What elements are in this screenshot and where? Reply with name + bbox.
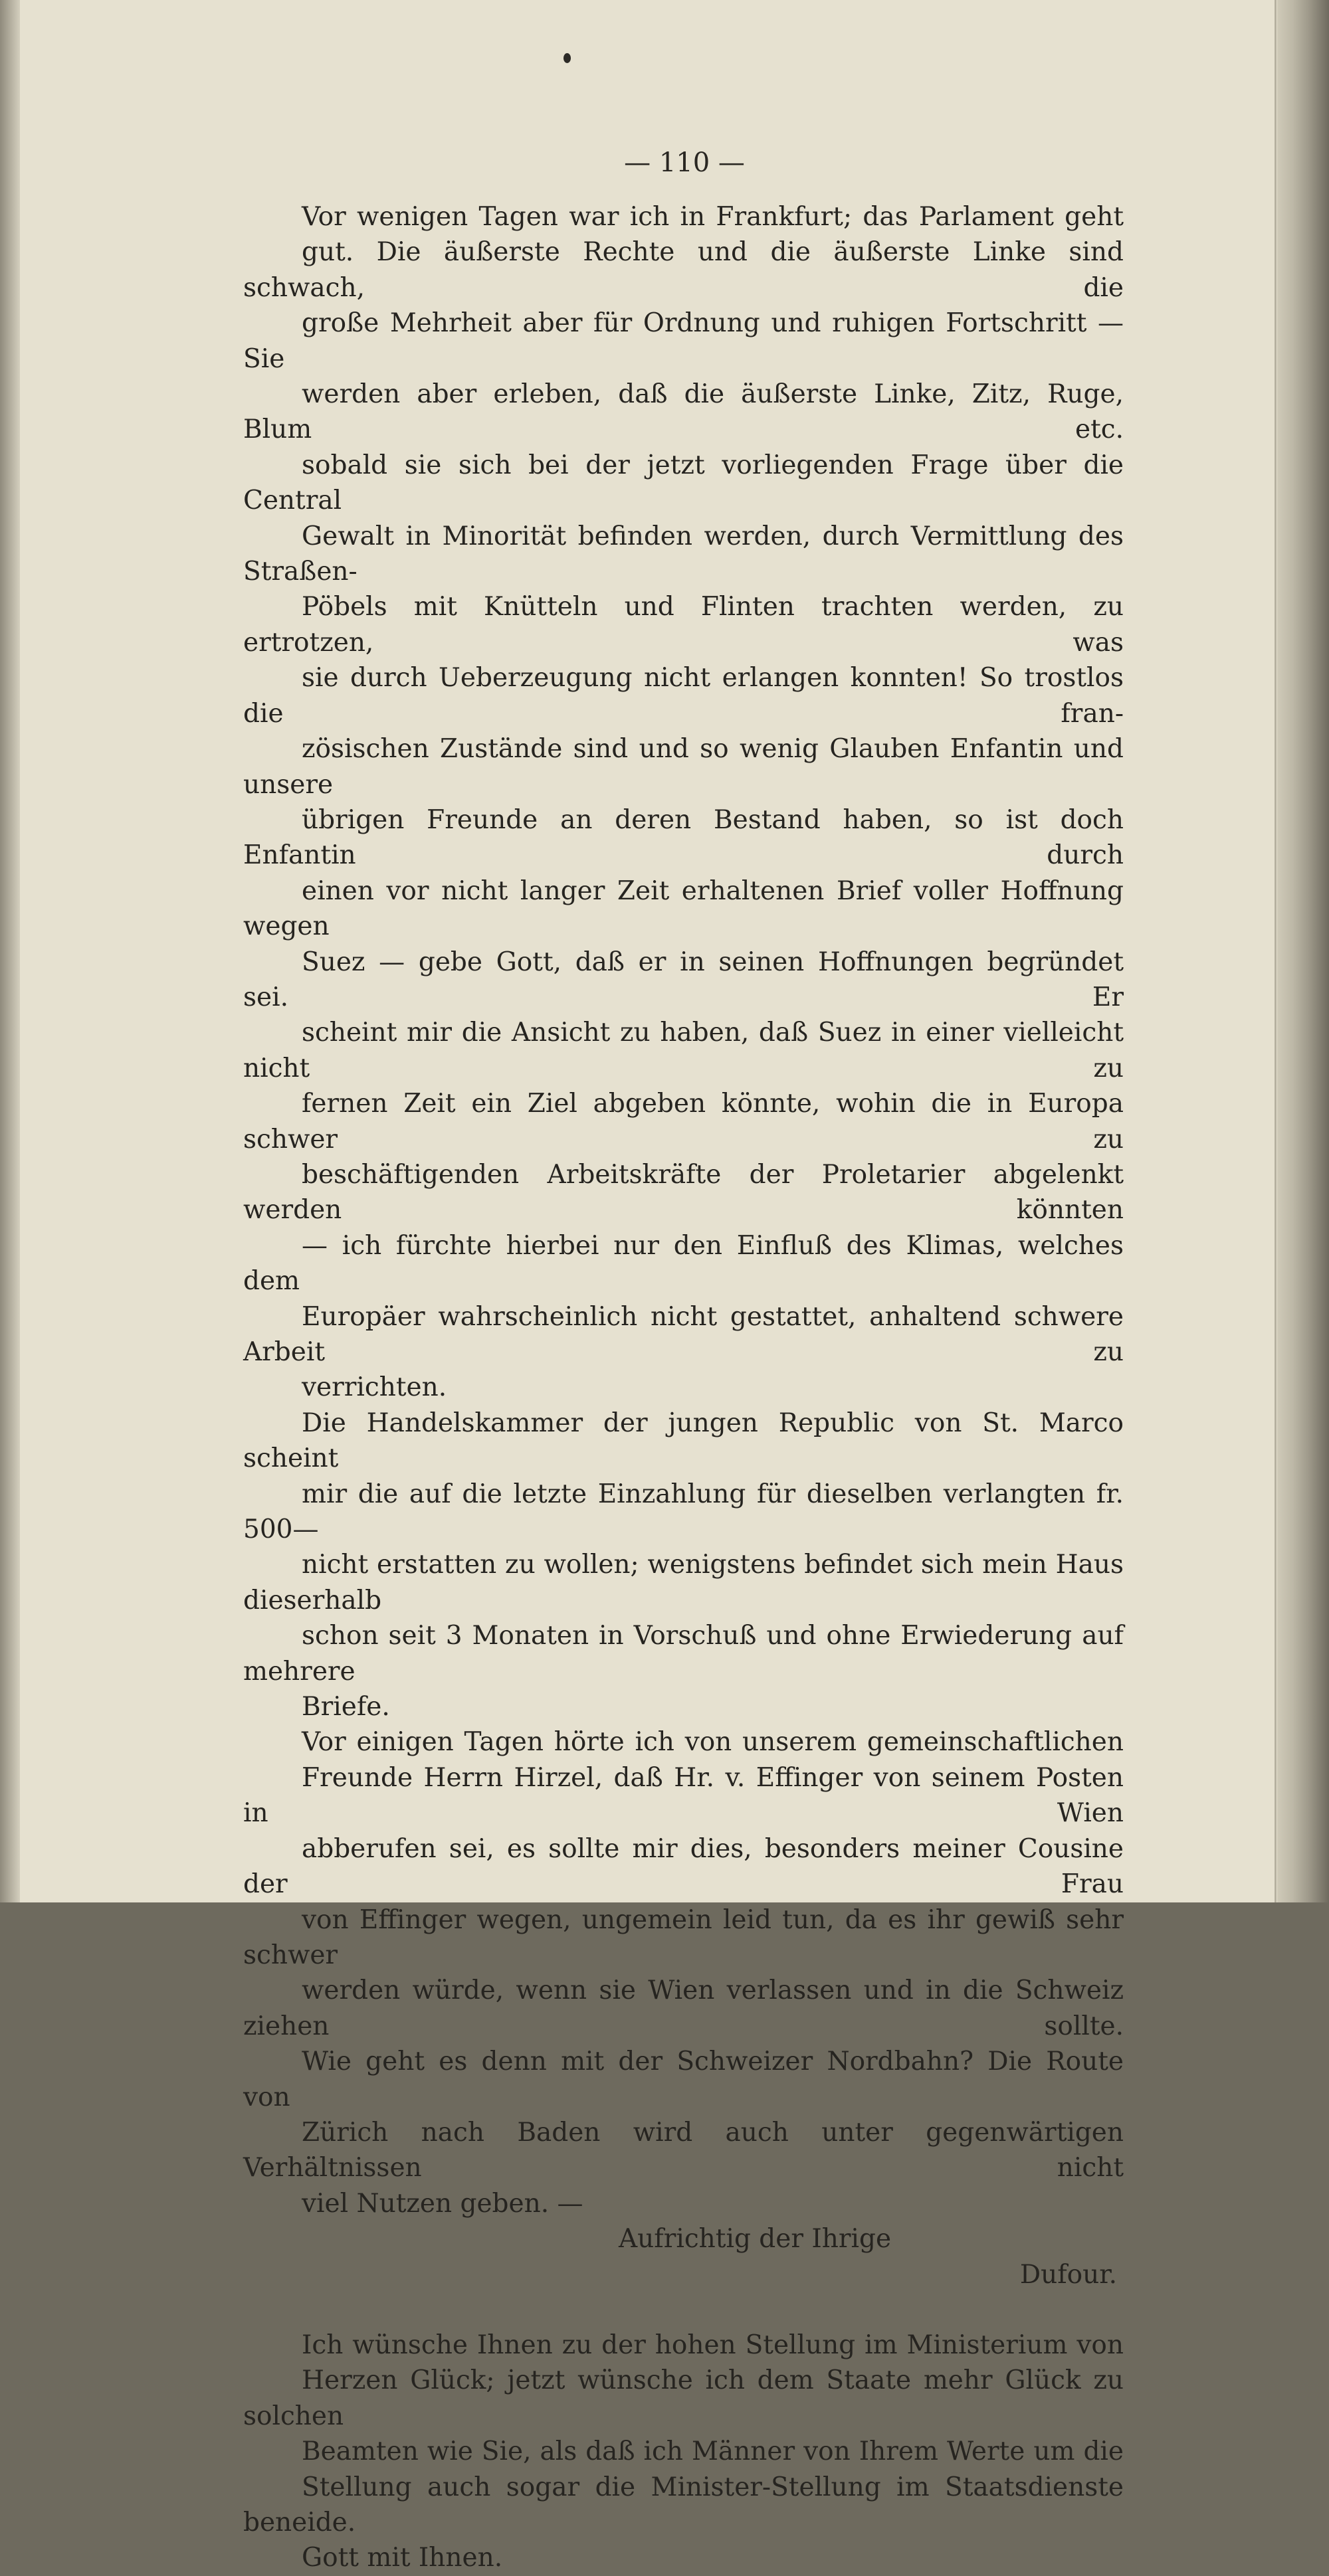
text-line: Freunde Herrn Hirzel, daß Hr. v. Effinger von seinem Posten in Wien <box>243 1762 1124 1829</box>
letter-body <box>243 199 1124 2576</box>
text-line: Briefe. <box>302 1692 390 1722</box>
text-line: Vor einigen Tagen hörte ich von unserem gemeinschaftlichen <box>302 1727 1124 1758</box>
text-line: Gewalt in Minorität befinden werden, durch Vermittlung des Straßen- <box>243 521 1124 587</box>
section-gap <box>243 2292 1124 2328</box>
ink-mark <box>563 53 571 63</box>
text-line: sie durch Ueberzeugung nicht erlangen konnten! So trostlos die fran- <box>243 663 1124 729</box>
text-line: Die Handelskammer der jungen Republic von St. Marco scheint <box>243 1408 1124 1474</box>
text-line: Beamten wie Sie, als daß ich Männer von Ihrem Werte um die <box>302 2437 1124 2467</box>
paragraph-effinger <box>243 1724 1124 2044</box>
text-line: Wie geht es denn mit der Schweizer Nordbahn? Die Route von <box>243 2047 1124 2112</box>
next-page-edge <box>1277 0 1329 1902</box>
page-number: — 110 — <box>624 147 745 178</box>
paragraph-frankfurt <box>243 199 1124 1406</box>
text-line: einen vor nicht langer Zeit erhaltenen Brief voller Hoffnung wegen <box>243 875 1124 942</box>
text-line: fernen Zeit ein Ziel abgeben könnte, wohin die in Europa schwer zu <box>243 1089 1124 1154</box>
text-line: werden aber erleben, daß die äußerste Linke, Zitz, Ruge, Blum etc. <box>243 379 1124 445</box>
text-line: Ich wünsche Ihnen zu der hohen Stellung im Ministerium von <box>302 2330 1124 2360</box>
text-line: viel Nutzen geben. — <box>302 2188 583 2219</box>
paragraph-handelskammer <box>243 1406 1124 1725</box>
page-edge-line <box>1275 0 1277 1902</box>
text-line: Vor wenigen Tagen war ich in Frankfurt; das Parlament geht <box>302 202 1124 232</box>
text-line: Suez — gebe Gott, daß er in seinen Hoffnungen begründet sei. Er <box>243 947 1124 1012</box>
text-line: von Effinger wegen, ungemein leid tun, da es ihr gewiß sehr schwer <box>243 1904 1124 1970</box>
text-line: werden würde, wenn sie Wien verlassen und in die Schweiz ziehen sollte. <box>243 1976 1124 2041</box>
text-line: Zürich nach Baden wird auch unter gegenwärtigen Verhältnissen nicht <box>243 2117 1124 2183</box>
text-line: schon seit 3 Monaten in Vorschuß und ohne Erwiederung auf mehrere <box>243 1621 1124 1687</box>
binding-shadow <box>0 0 20 1902</box>
text-line: nicht erstatten zu wollen; wenigstens befindet sich mein Haus dieserhalb <box>243 1550 1124 1615</box>
text-line: mir die auf die letzte Einzahlung für dieselben verlangten fr. 500— <box>243 1479 1124 1545</box>
text-line: große Mehrheit aber für Ordnung und ruhigen Fortschritt — Sie <box>243 308 1124 374</box>
text-line: abberufen sei, es sollte mir dies, besonders meiner Cousine der Frau <box>243 1833 1124 1900</box>
text-line: gut. Die äußerste Rechte und die äußerste Linke sind schwach, die <box>243 237 1124 303</box>
text-line: zösischen Zustände sind und so wenig Glauben Enfantin und unsere <box>243 734 1124 800</box>
text-line: Pöbels mit Knütteln und Flinten trachten werden, zu ertrotzen, was <box>243 592 1124 658</box>
text-line: — ich fürchte hierbei nur den Einfluß des Klimas, welches dem <box>243 1230 1124 1297</box>
postscript <box>243 2328 1124 2576</box>
closing-line: Aufrichtig der Ihrige <box>619 2224 892 2254</box>
text-line: sobald sie sich bei der jetzt vorliegenden Frage über die Central <box>243 450 1124 516</box>
text-line: Stellung auch sogar die Minister-Stellung im Staatsdienste beneide. <box>243 2472 1124 2537</box>
text-line: Europäer wahrscheinlich nicht gestattet, anhaltend schwere Arbeit zu <box>243 1301 1124 1367</box>
text-line: Herzen Glück; jetzt wünsche ich dem Staate mehr Glück zu solchen <box>243 2365 1124 2431</box>
text-line: scheint mir die Ansicht zu haben, daß Suez in einer vielleicht nicht zu <box>243 1018 1124 1083</box>
text-line: übrigen Freunde an deren Bestand haben, so ist doch Enfantin durch <box>243 804 1124 871</box>
text-line: verrichten. <box>302 1372 447 1403</box>
paragraph-nordbahn <box>243 2044 1124 2221</box>
text-line: Gott mit Ihnen. <box>302 2543 503 2573</box>
text-line: beschäftigenden Arbeitskräfte der Proletarier abgelenkt werden könnten <box>243 1159 1124 1226</box>
signature: Dufour. <box>1019 2259 1117 2290</box>
